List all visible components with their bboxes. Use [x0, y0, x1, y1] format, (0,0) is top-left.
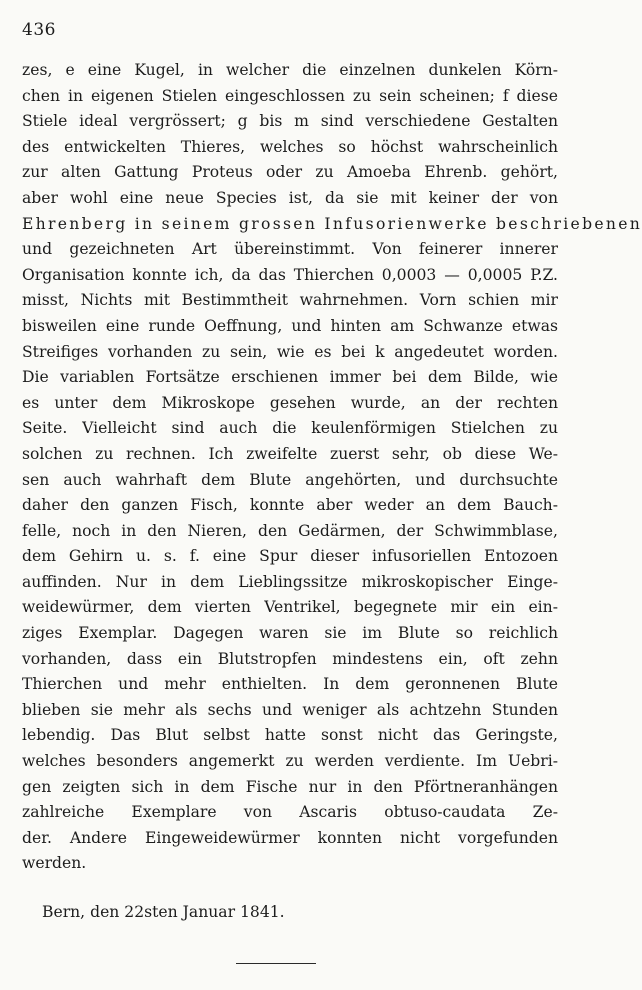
text-line: gen zeigten sich in dem Fische nur in den Pförtneranhängen	[22, 777, 558, 796]
text-line: aber wohl eine neue Species ist, da sie mit keiner der von	[22, 188, 558, 207]
text-line: der. Andere Eingeweidewürmer konnten nicht vorgefunden	[22, 828, 558, 847]
text-line: weidewürmer, dem vierten Ventrikel, begegnete mir ein ein-	[22, 598, 558, 617]
text-line: zahlreiche Exemplare von Ascaris obtuso-caudata Ze-	[22, 803, 558, 822]
text-line: dem Gehirn u. s. f. eine Spur dieser infusoriellen Entozoen	[22, 547, 558, 566]
text-line: ziges Exemplar. Dagegen waren sie im Blute so reichlich	[22, 624, 558, 643]
text-line: solchen zu rechnen. Ich zweifelte zuerst sehr, ob diese We-	[22, 444, 558, 463]
page-number: 436	[22, 20, 56, 40]
text-line: Ehrenberg in seinem grossen Infusorienwerke beschriebenen	[22, 214, 642, 233]
text-line: zes, e eine Kugel, in welcher die einzelnen dunkelen Körn-	[22, 61, 558, 79]
text-line: zur alten Gattung Proteus oder zu Amoeba Ehrenb. gehört,	[22, 163, 558, 182]
text-line: Streifiges vorhanden zu sein, wie es bei k angedeutet worden.	[22, 342, 558, 361]
closing-rule	[236, 963, 316, 964]
text-line: blieben sie mehr als sechs und weniger als achtzehn Stunden	[22, 700, 558, 719]
text-line: und gezeichneten Art übereinstimmt. Von feinerer innerer	[22, 240, 558, 259]
text-line: auffinden. Nur in dem Lieblingssitze mikroskopischer Einge-	[22, 572, 558, 591]
text-line: lebendig. Das Blut selbst hatte sonst nicht das Geringste,	[22, 726, 558, 745]
text-line: sen auch wahrhaft dem Blute angehörten, und durchsuchte	[22, 470, 558, 489]
text-line: Die variablen Fortsätze erschienen immer bei dem Bilde, wie	[22, 368, 558, 387]
text-line: felle, noch in den Nieren, den Gedärmen, der Schwimmblase,	[22, 521, 558, 540]
text-line: Seite. Vielleicht sind auch die keulenförmigen Stielchen zu	[22, 419, 558, 438]
text-line: misst, Nichts mit Bestimmtheit wahrnehmen. Vorn schien mir	[22, 291, 558, 310]
signature-line: Bern, den 22sten Januar 1841.	[42, 903, 285, 921]
text-line: des entwickelten Thieres, welches so höchst wahrscheinlich	[22, 137, 558, 156]
body-text	[22, 58, 642, 877]
text-line: vorhanden, dass ein Blutstropfen mindestens ein, oft zehn	[22, 649, 558, 668]
text-line: Thierchen und mehr enthielten. In dem geronnenen Blute	[22, 675, 558, 694]
text-line: werden.	[22, 854, 87, 873]
text-line: welches besonders angemerkt zu werden verdiente. Im Uebri-	[22, 752, 558, 771]
text-line: bisweilen eine runde Oeffnung, und hinten am Schwanze etwas	[22, 316, 558, 335]
text-line: chen in eigenen Stielen eingeschlossen zu sein scheinen; f diese	[22, 86, 558, 105]
text-line: Organisation konnte ich, da das Thierchen 0,0003 — 0,0005 P.Z.	[22, 265, 558, 284]
text-line: es unter dem Mikroskope gesehen wurde, an der rechten	[22, 393, 558, 412]
text-line: Stiele ideal vergrössert; g bis m sind verschiedene Gestalten	[22, 112, 558, 131]
text-line: daher den ganzen Fisch, konnte aber weder an dem Bauch-	[22, 496, 558, 515]
